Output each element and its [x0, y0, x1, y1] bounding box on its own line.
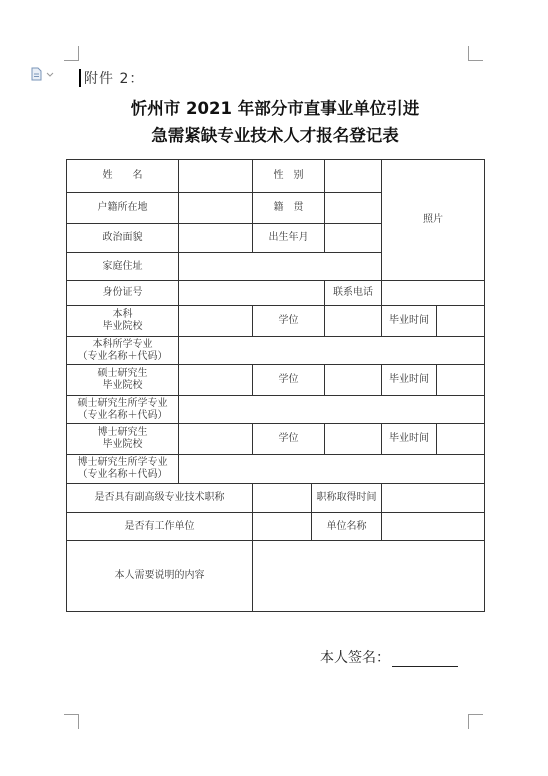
page-corner-mark: [64, 714, 79, 729]
doctor-grad-time-cell[interactable]: [437, 424, 485, 455]
unit-name-cell[interactable]: [382, 513, 485, 541]
doctor-degree-label: 学位: [253, 424, 325, 455]
master-degree-cell[interactable]: [325, 365, 382, 396]
signature-label: 本人签名：: [320, 650, 390, 666]
home-address-cell[interactable]: [179, 253, 382, 281]
senior-title-cell[interactable]: [253, 484, 312, 513]
unit-name-label: 单位名称: [312, 513, 382, 541]
attachment-label: 附件 2：: [84, 71, 145, 87]
birth-date-cell[interactable]: [325, 224, 382, 253]
doctor-school-label: 博士研究生 毕业院校: [67, 424, 179, 455]
photo-cell[interactable]: 照片: [382, 160, 485, 281]
birth-date-label: 出生年月: [253, 224, 325, 253]
master-degree-label: 学位: [253, 365, 325, 396]
form-title-line-2: 急需紧缺专业技术人才报名登记表: [151, 126, 399, 145]
doctor-major-label: 博士研究生所学专业 （专业名称＋代码）: [67, 455, 179, 484]
political-status-cell[interactable]: [179, 224, 253, 253]
political-status-label: 政治面貌: [67, 224, 179, 253]
bachelor-degree-cell[interactable]: [325, 306, 382, 337]
work-unit-label: 是否有工作单位: [67, 513, 253, 541]
bachelor-major-cell[interactable]: [179, 337, 485, 365]
bachelor-school-label: 本科 毕业院校: [67, 306, 179, 337]
title-time-label: 职称取得时间: [312, 484, 382, 513]
signature-line[interactable]: [392, 651, 458, 667]
master-major-label: 硕士研究生所学专业 （专业名称＋代码）: [67, 396, 179, 424]
doctor-major-cell[interactable]: [179, 455, 485, 484]
bachelor-major-label: 本科所学专业 （专业名称＋代码）: [67, 337, 179, 365]
registration-form-table: [66, 159, 485, 612]
home-address-label: 家庭住址: [67, 253, 179, 281]
work-unit-cell[interactable]: [253, 513, 312, 541]
native-place-label: 籍 贯: [253, 193, 325, 224]
signature-area: [320, 647, 458, 667]
page-corner-mark: [468, 46, 483, 61]
bachelor-grad-time-cell[interactable]: [437, 306, 485, 337]
bachelor-school-cell[interactable]: [179, 306, 253, 337]
master-school-cell[interactable]: [179, 365, 253, 396]
household-label: 户籍所在地: [67, 193, 179, 224]
title-time-cell[interactable]: [382, 484, 485, 513]
senior-title-label: 是否具有副高级专业技术职称: [67, 484, 253, 513]
explanation-cell[interactable]: [253, 541, 485, 612]
doctor-grad-time-label: 毕业时间: [382, 424, 437, 455]
id-card-label: 身份证号: [67, 281, 179, 306]
master-major-cell[interactable]: [179, 396, 485, 424]
name-label: 姓 名: [67, 160, 179, 193]
doctor-degree-cell[interactable]: [325, 424, 382, 455]
bachelor-degree-label: 学位: [253, 306, 325, 337]
household-cell[interactable]: [179, 193, 253, 224]
master-school-label: 硕士研究生 毕业院校: [67, 365, 179, 396]
master-grad-time-label: 毕业时间: [382, 365, 437, 396]
text-cursor: [79, 69, 81, 87]
page-corner-mark: [468, 714, 483, 729]
explanation-label: 本人需要说明的内容: [67, 541, 253, 612]
bachelor-grad-time-label: 毕业时间: [382, 306, 437, 337]
phone-cell[interactable]: [382, 281, 485, 306]
name-cell[interactable]: [179, 160, 253, 193]
native-place-cell[interactable]: [325, 193, 382, 224]
master-grad-time-cell[interactable]: [437, 365, 485, 396]
doctor-school-cell[interactable]: [179, 424, 253, 455]
gender-cell[interactable]: [325, 160, 382, 193]
gender-label: 性 别: [253, 160, 325, 193]
id-card-cell[interactable]: [179, 281, 325, 306]
phone-label: 联系电话: [325, 281, 382, 306]
document-menu-icon[interactable]: [30, 66, 56, 80]
form-title-line-1: 忻州市 2021 年部分市直事业单位引进: [130, 99, 420, 118]
page-corner-mark: [64, 46, 79, 61]
